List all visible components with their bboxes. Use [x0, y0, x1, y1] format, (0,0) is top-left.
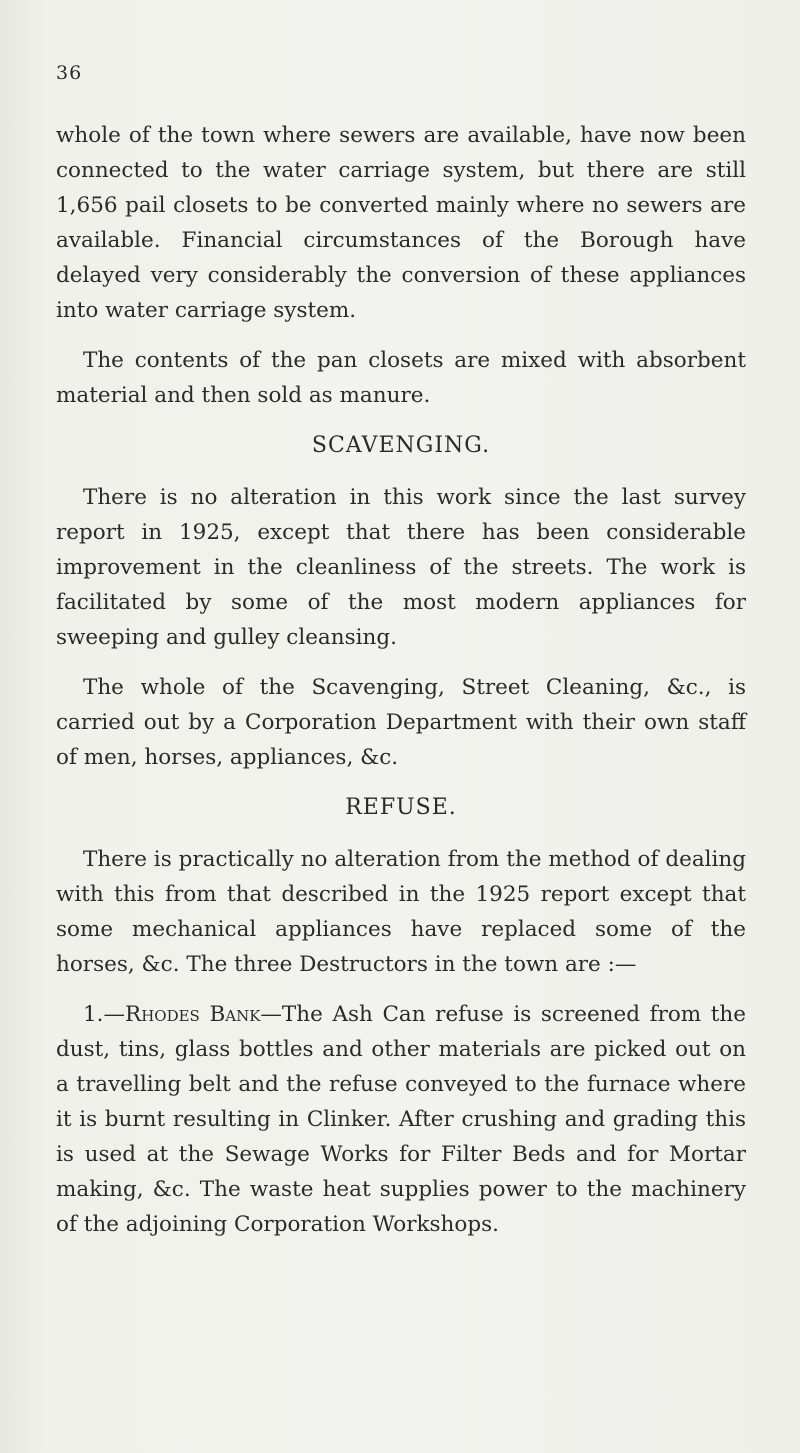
paragraph-scavenging-work: There is no alteration in this work since the last survey report in 1925, except that there has been considerable improvement in the cleanliness of the streets. The work is facilitated by some of the most modern appliances for sweeping and gulley cleansing. — [56, 485, 746, 650]
paragraph-refuse-method: There is practically no alteration from the method of dealing with this from that described in the 1925 report except that some mechanical appliances have replaced some of the horses, &c. The three Destructors in the town are :— — [56, 847, 746, 977]
destructor-description: —The Ash Can refuse is screened from the dust, tins, glass bottles and other materials are picked out on a travelling belt and the refuse conveyed to the furnace where it is burnt resulting in Clinker. After crushing and grading this is used at the Sewage Works for Filter Beds and for Mortar making, &c. The waste heat supplies power to the machinery of the adjoining Corporation Workshops. — [56, 1002, 747, 1237]
paragraph-sewers: whole of the town where sewers are available, have now been connected to the water carriage system, but there are still 1,656 pail closets to be converted mainly where no sewers are available. Financial circumstances of the Borough have delayed very considerably the conversion of these appliances into water carriage system. — [56, 123, 746, 323]
paragraph-rhodes-bank — [56, 997, 746, 1242]
heading-scavenging: SCAVENGING. — [311, 433, 491, 458]
paragraph-pan-closets: The contents of the pan closets are mixed with absorbent material and then sold as manure. — [56, 348, 746, 408]
destructor-name: Rhodes Bank — [125, 1002, 261, 1027]
page-number: 36 — [56, 62, 83, 84]
body-text — [56, 118, 746, 1257]
heading-refuse: REFUSE. — [345, 795, 457, 820]
list-number: 1.— — [83, 1002, 126, 1027]
paragraph-scavenging-department: The whole of the Scavenging, Street Cleaning, &c., is carried out by a Corporation Department with their own staff of men, horses, appliances, &c. — [56, 675, 746, 770]
